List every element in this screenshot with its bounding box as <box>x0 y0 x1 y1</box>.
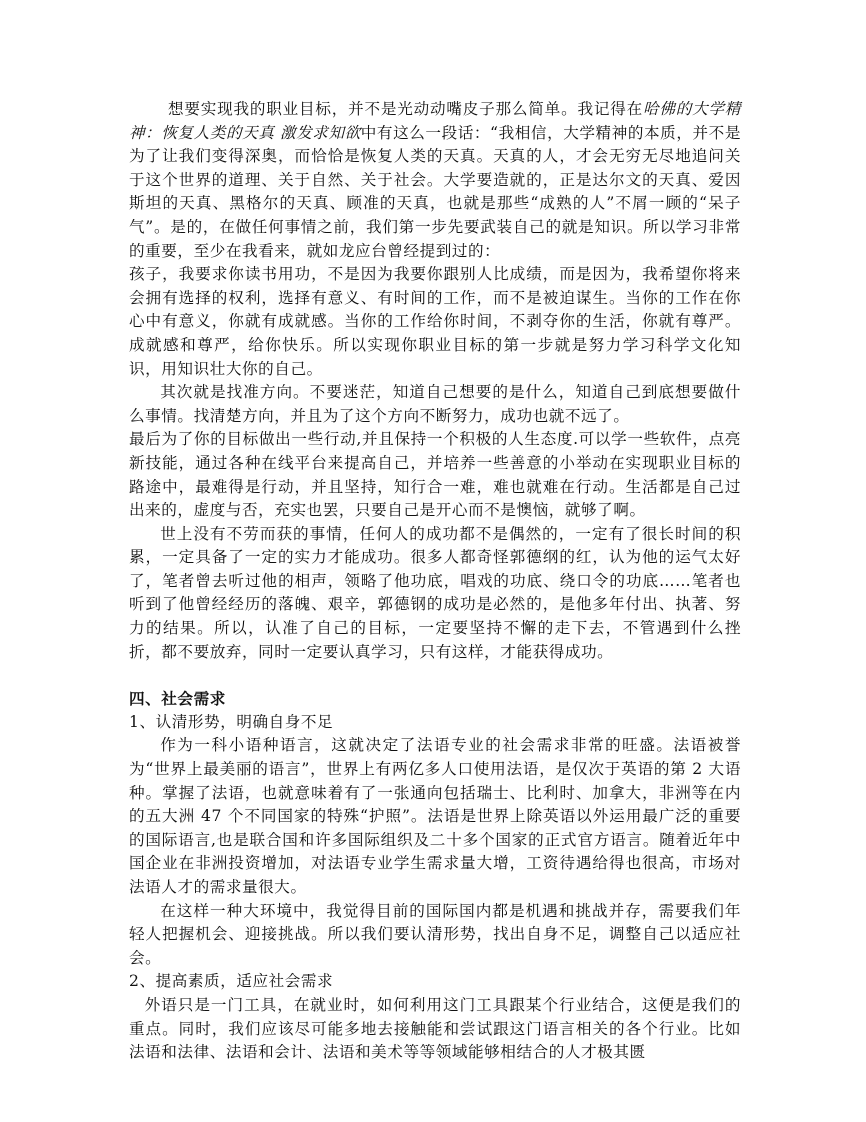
document-body <box>129 98 741 1065</box>
paragraph-long-yingtai: 孩子，我要求你读书用功，不是因为我要你跟别人比成绩，而是因为，我希望你将来会拥有选择的权利，选择有意义、有时间的工作，而不是被迫谋生。当你的工作在你心中有意义，你就有成就感。当你的工作给你时间，不剥夺你的生活，你就有尊严。成就感和尊严，给你快乐。所以实现你职业目标的第一步就是努力学习科学文化知识，用知识壮大你的自己。 <box>129 265 741 378</box>
paragraph-text: 想要实现我的职业目标，并不是光动动嘴皮子那么简单。我记得在 <box>168 100 643 118</box>
subsection-heading-1: 1、认清形势，明确自身不足 <box>129 712 334 731</box>
paragraph-success: 世上没有不劳而获的事情，任何人的成功都不是偶然的，一定有了很长时间的积累，一定具备了一定的实力才能成功。很多人都奇怪郭德纲的红，认为他的运气太好了，笔者曾去听过他的相声，领略了他功底，唱戏的功底、绕口令的功底……笔者也听到了他曾经经历的落魄、艰辛，郭德钢的成功是必然的，是他多年付出、执著、努力的结果。所以，认准了自己的目标，一定要坚持不懈的走下去，不管遇到什么挫折，都不要放弃，同时一定要认真学习，只有这样，才能获得成功。 <box>129 524 741 661</box>
paragraph-action: 最后为了你的目标做出一些行动,并且保持一个积极的人生态度.可以学一些软件，点亮新技能，通过各种在线平台来提高自己，并培养一些善意的小举动在实现职业目标的路途中，最难得是行动，并且坚持，知行合一难，难也就难在行动。生活都是自己过出来的，虚度与否，充实也罢，只要自己是开心而不是懊恼，就够了啊。 <box>129 430 741 520</box>
paragraph-text: 中有这么一段话：“我相信，大学精神的本质，并不是为了让我们变得深奥，而恰恰是恢复人类的天真。天真的人，才会无穷无尽地追问关于这个世界的道理、关于自然、关于社会。大学要造就的，正是达尔文的天真、爱因斯坦的天真、黑格尔的天真、顾准的天真，也就是那些“成熟的人”不屑一顾的“呆子气”。是的，在做任何事情之前，我们第一步先要武装自己的就是知识。所以学习非常的重要，至少在我看来，就如龙应台曾经提到过的： <box>129 123 741 260</box>
paragraph-direction: 其次就是找准方向。不要迷茫，知道自己想要的是什么，知道自己到底想要做什么事情。找清楚方向，并且为了这个方向不断努力，成功也就不远了。 <box>129 383 741 425</box>
article-title: 哈佛的大学精神：恢复人类的天真 激发求知欲 <box>129 100 741 142</box>
paragraph-language-tool: 外语只是一门工具，在就业时，如何利用这门工具跟某个行业结合，这便是我们的重点。同时，我们应该尽可能多地去接触能和尝试跟这门语言相关的各个行业。比如法语和法律、法语和会计、法语和美术等等领域能够相结合的人才极其匮 <box>129 995 741 1062</box>
paragraph-french-demand: 作为一科小语种语言，这就决定了法语专业的社会需求非常的旺盛。法语被誉为“世界上最美丽的语言”，世界上有两亿多人口使用法语，是仅次于英语的第 2 大语种。掌握了法语，也就意味着有了一张通向包括瑞士、比利时、加拿大，非洲等在内的五大洲 47 个不同国家的特殊“护照”。法语是世界上除英语以外运用最广泛的重要的国际语言,也是联合国和许多国际组织及二十多个国家的正式官方语言。随着近年中国企业在非洲投资增加，对法语专业学生需求量大增，工资待遇给得也很高，市场对法语人才的需求量很大。 <box>129 736 741 896</box>
paragraph-environment: 在这样一种大环境中，我觉得目前的国际国内都是机遇和挑战并存，需要我们年轻人把握机会、迎接挑战。所以我们要认清形势，找出自身不足，调整自己以适应社会。 <box>129 901 741 967</box>
section-heading: 四、社会需求 <box>129 689 226 709</box>
section-gap <box>129 664 741 687</box>
subsection-heading-2: 2、提高素质，适应社会需求 <box>129 972 334 991</box>
paragraph-harvard-quote <box>129 98 741 263</box>
